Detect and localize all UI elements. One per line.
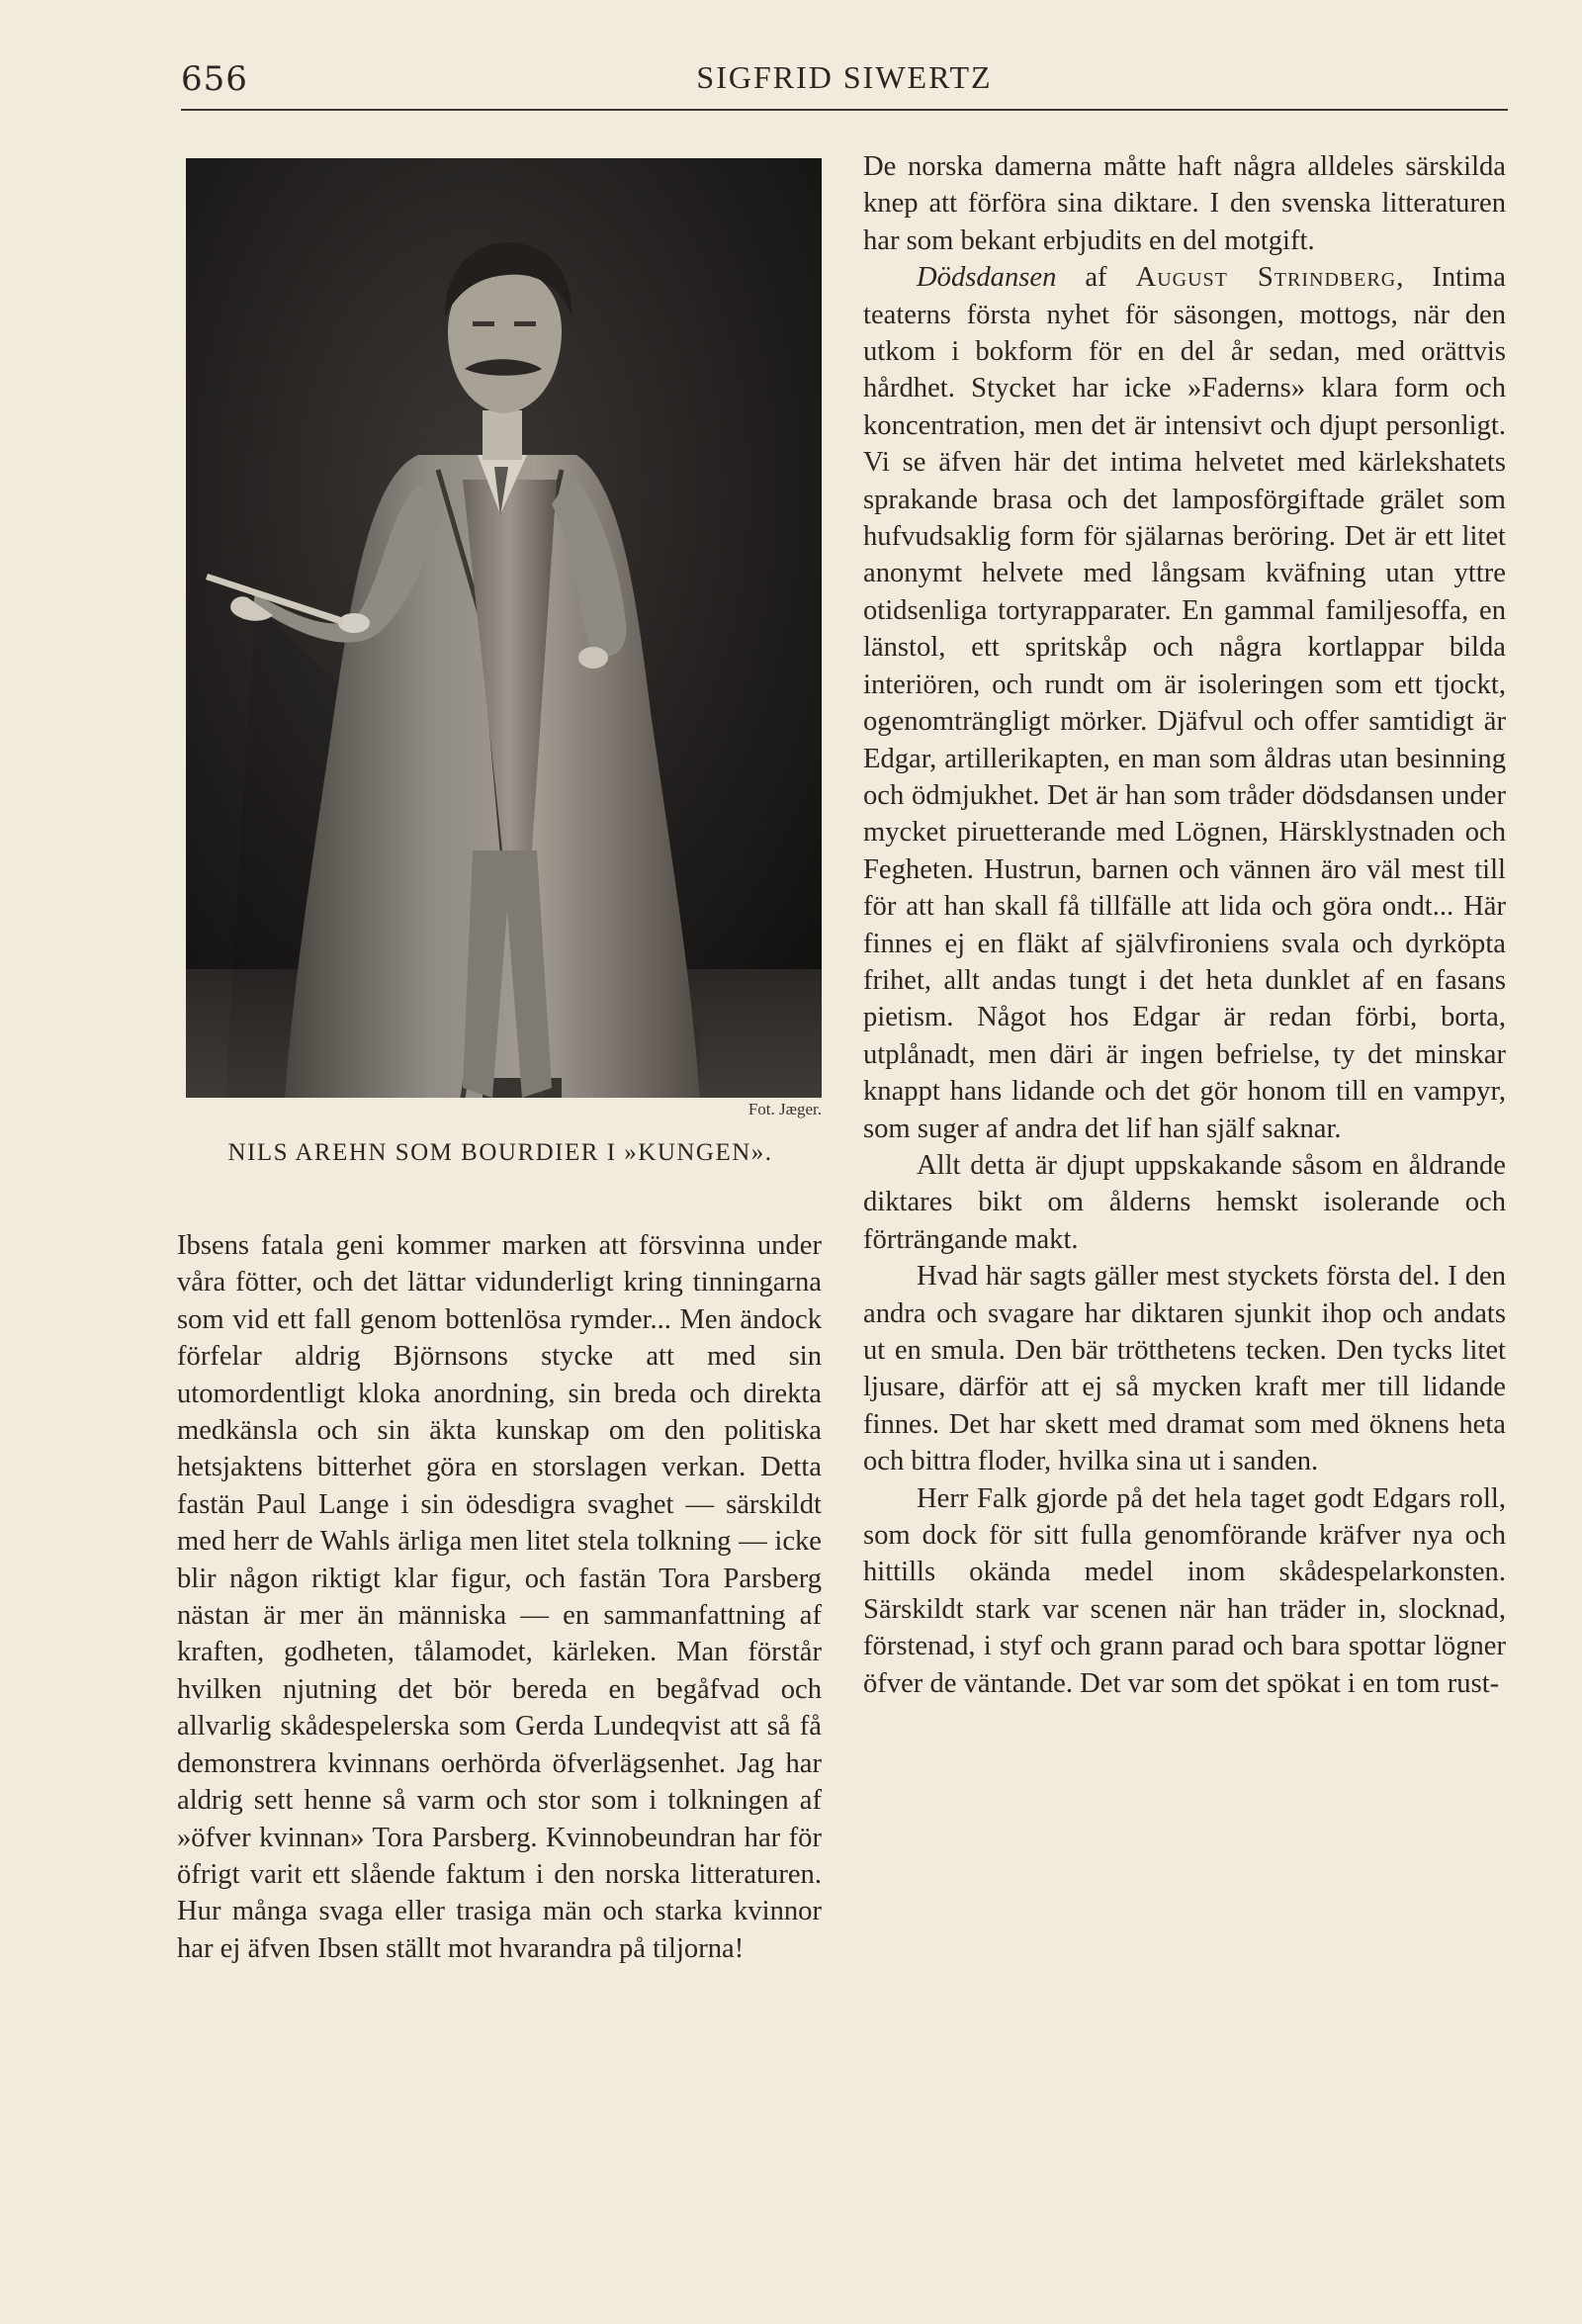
portrait-photo-graphic	[186, 158, 822, 1098]
right-paragraph-2	[863, 259, 1506, 1147]
right-paragraph-4: Hvad här sagts gäller mest styckets första del. I den andra och svagare har diktaren sjunkit ihop och andats ut en smula. Den bär trötthetens tecken. Den tycks litet ljusare, därför att ej så mycken kraft mer till lidande finnes. Det har skett med dramat som med öknens heta och bittra floder, hvilka sina ut i sanden.	[863, 1261, 1506, 1477]
play-title: Dödsdansen	[917, 262, 1057, 294]
left-text-column	[177, 1227, 822, 1967]
right-paragraph-1: De norska damerna måtte haft några alldeles särskilda knep att förföra sina diktare. I den svenska litteraturen har som bekant erbjudits en del motgift.	[863, 151, 1506, 256]
author-name: August Strindberg	[1135, 262, 1397, 294]
right-text-column	[863, 148, 1506, 1702]
right-paragraph-3: Allt detta är djupt uppskakande såsom en åldrande diktares bikt om ålderns hemskt isolerande och förträngande makt.	[863, 1149, 1506, 1255]
page-header	[181, 55, 1508, 107]
p2-body: , Intima teaterns första nyhet för säsongen, mottogs, när den utkom i bokform för en del år sedan, med orättvis hårdhet. Stycket har icke »Faderns» klara form och koncentration, men det är intensivt och djupt personligt. Vi se äfven här det intima helvetet med kärlekshatets sprakande brasa och det lamposförgiftade grälet som hufvudsaklig form för själarnas beröring. Det är ett litet anonymt helvete med långsam kväfning utan yttre otidsenliga tortyrapparater. En gammal familjesoffa, en länstol, ett spritskåp och några kortlappar bilda interiören, och rundt om är isoleringen som ett tjockt, ogenomträngligt mörker. Djäfvul och offer samtidigt är Edgar, artillerikapten, en man som åldras utan besinning och ödmjukhet. Det är han som tråder dödsdansen under mycket piruetterande med Lögnen, Härsklystnaden och Fegheten. Hustrun, barnen och vännen äro väl mest till för att han skall få tillfälle att lida och göra ondt... Här finnes ej en fläkt af självfironiens svala och dyrköpta frihet, allt andas tungt i det heta dunklet af en fasans pietism. Något hos Edgar är redan förbi, borta, utplånadt, men däri är ingen befrielse, ty det minskar knappt hans lidande och det gör honom till en vampyr, som suger af andra det lif han själf saknar.	[863, 262, 1507, 1144]
p2-connector: af	[1056, 262, 1136, 294]
running-title: SIGFRID SIWERTZ	[696, 59, 993, 95]
photo-credit: Fot. Jæger.	[747, 1100, 822, 1118]
header-rule	[181, 109, 1508, 111]
left-paragraph-1: Ibsens fatala geni kommer marken att försvinna under våra fötter, och det lättar vidunderligt kring tinningarna som vid ett fall genom bottenlösa rymder... Men ändock förfelar aldrig Björnsons stycke att med sin utomordentligt kloka anordning, sin breda och direkta medkänsla och sin äkta kunskap om den politiska hetsjaktens bitterhet göra en storslagen verkan. Detta fastän Paul Lange i sin ödesdigra svaghet — särskildt med herr de Wahls ärliga men litet stela tolkning — icke blir någon riktigt klar figur, och fastän Tora Parsberg nästan är mer än människa — en sammanfattning af kraften, godheten, tålamodet, kärleken. Man förstår hvilken njutning det bör bereda en begåfvad och allvarlig skådespelerska som Gerda Lundeqvist att så få demonstrera kvinnans oerhörda öfverlägsenhet. Jag har aldrig sett henne så varm och stor som i tolkningen af »öfver kvinnan» Tora Parsberg. Kvinnobeundran har för öfrigt varit ett slående faktum i den norska litteraturen. Hur många svaga eller trasiga män och starka kvinnor har ej äfven Ibsen ställt mot hvarandra på tiljorna!	[177, 1230, 822, 1964]
photo-caption: NILS AREHN SOM BOURDIER I »KUNGEN».	[227, 1139, 773, 1166]
page-number: 656	[181, 59, 248, 99]
portrait-photo	[186, 158, 822, 1098]
right-paragraph-5: Herr Falk gjorde på det hela taget godt Edgars roll, som dock för sitt fulla genomförande kräfver nya och hittills okända medel inom skådespelarkonsten. Särskildt stark var scenen när han träder in, slocknad, förstenad, i styf och grann parad och bara spottar lögner öfver de väntande. Det var som det spökat i en tom rust-	[863, 1482, 1506, 1699]
